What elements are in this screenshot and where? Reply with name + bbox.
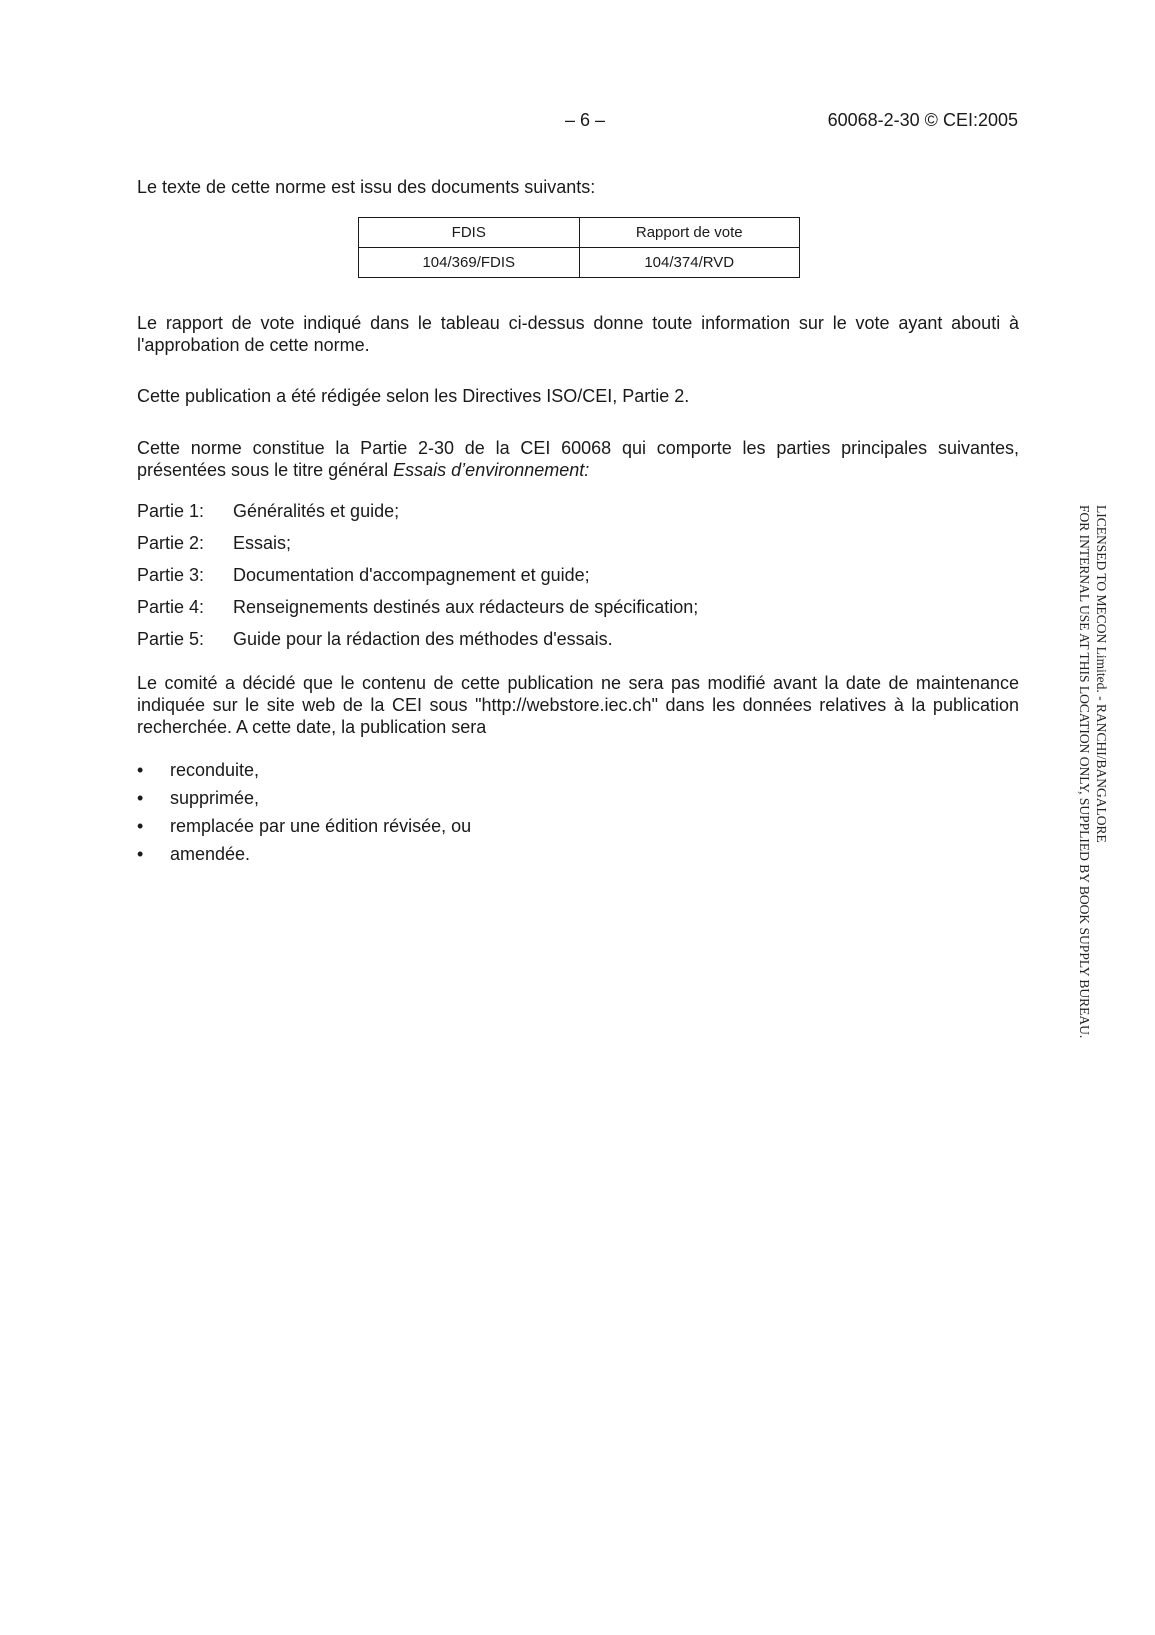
bullet-text: remplacée par une édition révisée, ou (170, 816, 472, 836)
parts-list (137, 500, 698, 660)
table-header-rapport: Rapport de vote (579, 218, 800, 248)
part-title: Généralités et guide; (233, 501, 400, 521)
part-title: Guide pour la rédaction des méthodes d'essais. (233, 629, 613, 649)
maintenance-paragraph: Le comité a décidé que le contenu de cette publication ne sera pas modifié avant la date de maintenance indiquée sur le site web de la CEI sous "http://webstore.iec.ch" dans les données relatives à la publication recherchée. A cette date, la publication sera (137, 673, 1019, 737)
vote-report-paragraph: Le rapport de vote indiqué dans le tableau ci-dessus donne toute information sur le vote ayant abouti à l'approbation de cette norme. (137, 313, 1019, 355)
part-number: Partie 5: (137, 629, 205, 649)
list-item (137, 843, 471, 871)
series-paragraph (137, 437, 1019, 481)
table-row (359, 248, 800, 278)
list-item (137, 628, 698, 660)
list-item (137, 759, 471, 787)
list-item (137, 596, 698, 628)
bullet-icon: • (137, 816, 144, 836)
part-title: Renseignements destinés aux rédacteurs de spécification; (233, 597, 699, 617)
bullet-icon: • (137, 788, 144, 808)
table-header-row (359, 218, 800, 248)
list-item (137, 787, 471, 815)
bullet-text: amendée. (170, 844, 251, 864)
bullet-list (137, 759, 471, 871)
part-title: Essais; (233, 533, 292, 553)
vote-table (358, 217, 800, 278)
license-stamp-line-2: FOR INTERNAL USE AT THIS LOCATION ONLY, SUPPLIED BY BOOK SUPPLY BUREAU. (1077, 505, 1092, 1039)
series-title: Essais d’environnement: (393, 460, 590, 480)
document-reference: 60068-2-30 © CEI:2005 (827, 110, 1018, 130)
table-cell-fdis: 104/369/FDIS (359, 248, 580, 278)
series-intro-text: Cette norme constitue la Partie 2-30 de la CEI 60068 qui comporte les parties principales suivantes, présentées sous le titre général (137, 438, 1019, 480)
list-item (137, 564, 698, 596)
bullet-icon: • (137, 760, 144, 780)
part-number: Partie 3: (137, 565, 205, 585)
list-item (137, 532, 698, 564)
bullet-icon: • (137, 844, 144, 864)
table-cell-rvd: 104/374/RVD (579, 248, 800, 278)
list-item (137, 815, 471, 843)
part-number: Partie 2: (137, 533, 205, 553)
license-stamp (1077, 505, 1110, 1039)
part-number: Partie 1: (137, 501, 205, 521)
bullet-text: supprimée, (170, 788, 260, 808)
table-header-fdis: FDIS (359, 218, 580, 248)
bullet-text: reconduite, (170, 760, 260, 780)
list-item (137, 500, 698, 532)
license-stamp-line-1: LICENSED TO MECON Limited. - RANCHI/BANGALORE (1094, 505, 1109, 843)
page-number: – 6 – (564, 110, 606, 130)
directives-paragraph: Cette publication a été rédigée selon les Directives ISO/CEI, Partie 2. (137, 386, 690, 406)
part-title: Documentation d'accompagnement et guide; (233, 565, 590, 585)
part-number: Partie 4: (137, 597, 205, 617)
intro-paragraph: Le texte de cette norme est issu des documents suivants: (137, 177, 596, 197)
